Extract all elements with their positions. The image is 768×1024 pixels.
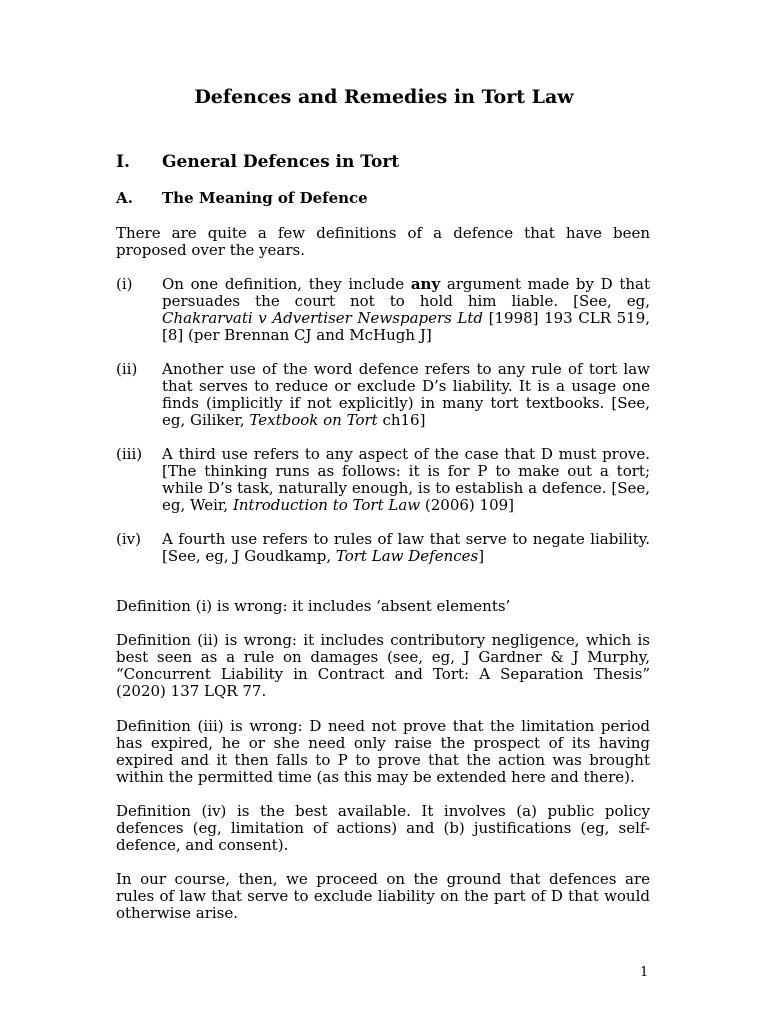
body-paragraph: Definition (iii) is wrong: D need not prove that the limitation period has expired, he or she need only raise the prospect of its having expired and it then falls to P to prove that the action was brought within the permitted time (as this may be extended here and there). <box>116 717 650 786</box>
page-number: 1 <box>640 965 649 980</box>
book-title: Introduction to Tort Law <box>232 496 421 514</box>
body-paragraph: Definition (i) is wrong: it includes ‘absent elements’ <box>116 597 511 615</box>
item-text: On one definition, they include any argument made by D that persuades the court not to hold him liable. [See, eg, Chakrarvati v Advertiser Newspapers Ltd [1998] 193 CLR 519, [8] (per Brennan CJ and McHugh J] <box>162 275 650 344</box>
emphasis-any: any <box>410 275 441 293</box>
book-title: Textbook on Tort <box>249 411 378 429</box>
subsection-number: A. <box>116 189 133 207</box>
section-heading <box>116 152 399 172</box>
subsection-title: The Meaning of Defence <box>162 189 368 207</box>
body-paragraph: Definition (ii) is wrong: it includes contributory negligence, which is best seen as a rule on damages (see, eg, J Gardner & J Murphy, “Concurrent Liability in Contract and Tort: A Separation Thesis” (2020) 137 LQR 77. <box>116 631 650 700</box>
document-title: Defences and Remedies in Tort Law <box>194 86 574 108</box>
body-paragraph: Definition (iv) is the best available. It involves (a) public policy defences (eg, limitation of actions) and (b) justifications (eg, self-defence, and consent). <box>116 802 650 854</box>
subsection-heading <box>116 189 368 207</box>
item-number: (iii) <box>116 445 143 463</box>
item-text: A fourth use refers to rules of law that serve to negate liability. [See, eg, J Goudkamp, Tort Law Defences] <box>162 530 650 565</box>
section-number: I. <box>116 152 130 172</box>
item-text: Another use of the word defence refers to any rule of tort law that serves to reduce or exclude D’s liability. It is a usage one finds (implicitly if not explicitly) in many tort textbooks. [See, eg, Giliker, Textbook on Tort ch16] <box>162 360 650 429</box>
case-citation: Chakrarvati v Advertiser Newspapers Ltd <box>162 309 484 327</box>
item-number: (i) <box>116 275 133 293</box>
item-number: (iv) <box>116 530 141 548</box>
section-title: General Defences in Tort <box>162 152 400 172</box>
item-text: A third use refers to any aspect of the case that D must prove. [The thinking runs as follows: it is for P to make out a tort; while D’s task, naturally enough, is to establish a defence. [See, eg, Weir, Introduction to Tort Law (2006) 109] <box>162 445 650 514</box>
body-paragraph: In our course, then, we proceed on the ground that defences are rules of law that serve to exclude liability on the part of D that would otherwise arise. <box>116 870 650 922</box>
book-title: Tort Law Defences <box>335 547 479 565</box>
item-number: (ii) <box>116 360 138 378</box>
intro-paragraph: There are quite a few definitions of a defence that have been proposed over the years. <box>116 224 650 259</box>
